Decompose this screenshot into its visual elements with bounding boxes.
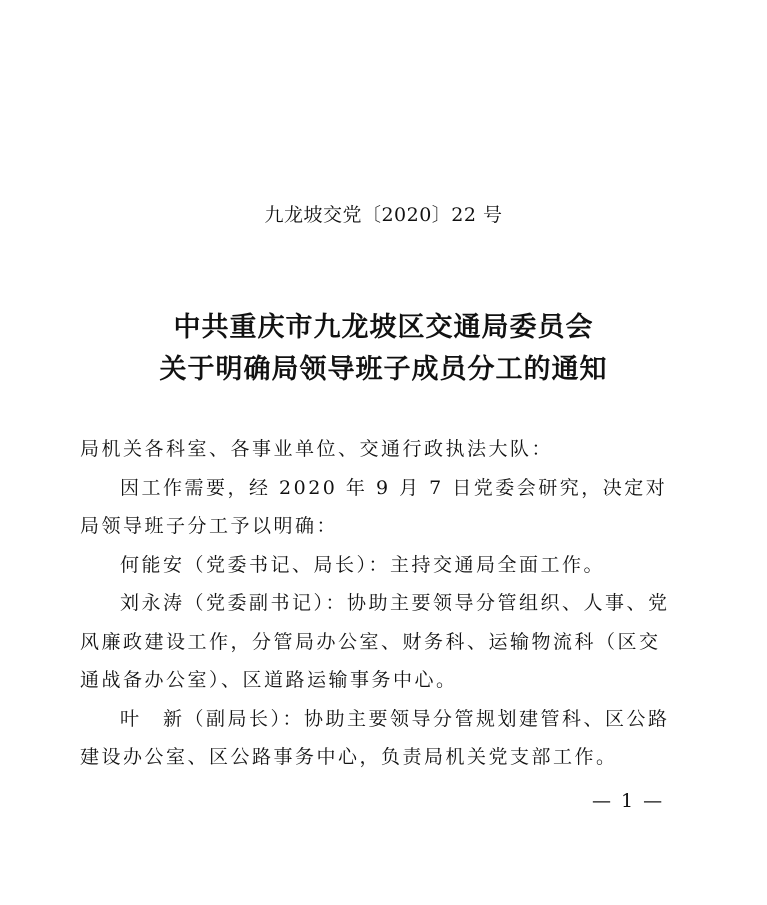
document-body: [80, 430, 680, 777]
paragraph: 何能安（党委书记、局长）：主持交通局全面工作。: [120, 553, 606, 576]
document-title-line-2: 关于明确局领导班子成员分工的通知: [159, 354, 608, 385]
document-title-line-1: 中共重庆市九龙坡区交通局委员会: [173, 312, 594, 343]
page-number: — 1 —: [592, 790, 665, 812]
paragraph: 因工作需要，经 2020 年 9 月 7 日党委会研究，决定对局领导班子分工予以明确：: [80, 476, 668, 537]
paragraph: 叶 新（副局长）：协助主要领导分管规划建管科、区公路建设办公室、区公路事务中心，负责局机关党支部工作。: [80, 707, 670, 768]
paragraph: 刘永涛（党委副书记）：协助主要领导分管组织、人事、党风廉政建设工作，分管局办公室、财务科、运输物流科（区交通战备办公室）、区道路运输事务中心。: [80, 592, 670, 691]
addressee: 局机关各科室、各事业单位、交通行政执法大队：: [80, 438, 554, 460]
document-number: 九龙坡交党〔2020〕22 号: [264, 204, 503, 226]
